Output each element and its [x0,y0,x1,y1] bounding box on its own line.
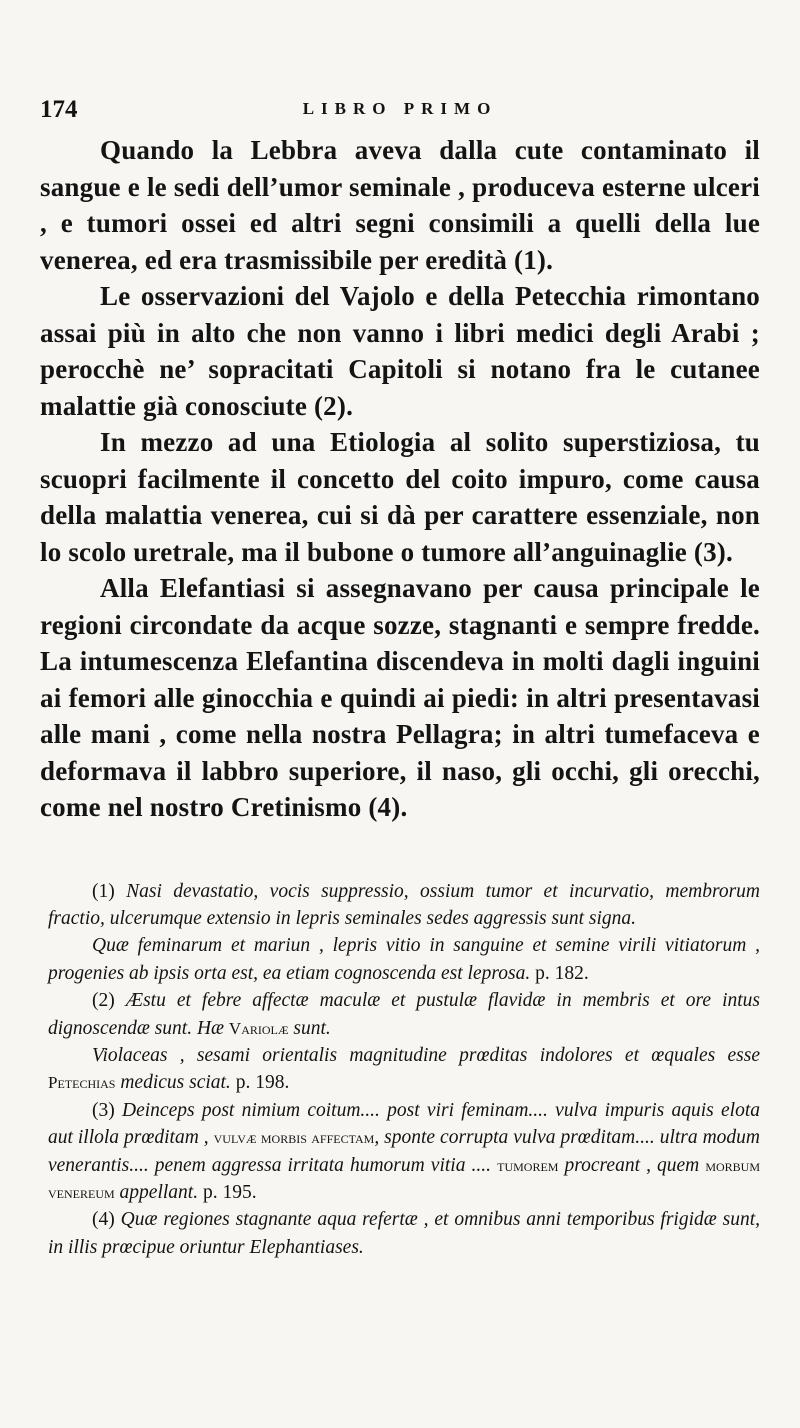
main-text [40,132,760,826]
paragraph-vajolo: Le osservazioni del Vajolo e della Petecchia rimontano assai più in alto che non vanno i libri medici degli Arabi ; perocchè ne’ sopracitati Capitoli si notano fra le cutanee malattie già conosciute (2). [40,281,760,421]
footnote-smallcaps: morbum venereum [48,1155,761,1202]
footnote-mark: (3) [92,1099,115,1121]
footnote-mark: (1) [92,880,115,902]
footnote-2-continued [48,1042,760,1097]
footnote-text: sunt. [293,1017,331,1039]
footnote-smallcaps: tumorem [497,1155,559,1175]
footnote-2 [48,987,760,1042]
footnote-text: Nasi devastatio, vocis suppressio, ossium tumor et incurvatio, membrorum fractio, ulcerumque extensio in lepris seminales sedes aggressis sunt signa. [48,880,761,929]
page-number: 174 [40,96,78,123]
footnote-mark: (2) [92,990,115,1012]
footnote-text: Deinceps post nimium coitum.... post viri feminam.... vulva impuris aquis elota aut illola prœditam , [48,1099,761,1149]
footnote-page-ref: p. 195. [202,1181,257,1203]
footnote-text: procreant , quem [564,1154,700,1176]
footnote-text: appellant. [119,1181,199,1203]
footnote-page-ref: p. 182. [535,962,589,984]
footnote-page-ref: p. 198. [235,1072,290,1094]
footnote-4 [48,1206,760,1261]
footnote-text: Quæ regiones stagnante aqua refertæ , et omnibus anni temporibus frigidæ sunt, in illis prœcipue oriuntur Elephantiases. [48,1209,761,1258]
footnotes [40,878,760,1262]
footnote-text: , sponte corrupta vulva prœditam.... ultra modum venerantis.... penem aggressa irritata humorum vitia .... [48,1127,761,1176]
footnote-smallcaps: vulvæ morbis affectam [213,1128,375,1148]
paragraph-lebbra: Quando la Lebbra aveva dalla cute contaminato il sangue e le sedi dell’umor seminale , produceva esterne ulceri , e tumori ossei ed altri segni consimili a quelli della lue venerea, ed era trasmissibile per eredità (1). [40,135,760,275]
running-head [40,96,760,132]
footnote-text: Violaceas , sesami orientalis magnitudine prœditas indolores et œquales esse [92,1044,760,1066]
paragraph-etiologia: In mezzo ad una Etiologia al solito superstiziosa, tu scuopri facilmente il concetto del coito impuro, come causa della malattia venerea, cui si dà per carattere essenziale, non lo scolo uretrale, ma il bubone o tumore all’anguinaglie (3). [40,427,760,567]
footnote-1-continued [48,932,760,987]
book-title: LIBRO PRIMO [302,99,498,118]
footnote-1 [48,878,760,933]
footnote-mark: (4) [92,1209,115,1231]
paragraph-elefantiasi: Alla Elefantiasi si assegnavano per causa principale le regioni circondate da acque sozze, stagnanti e sempre fredde. La intumescenza Elefantina discendeva in molti dagli inguini ai femori alle ginocchia e quindi ai piedi: in altri presentavasi alle mani , come nella nostra Pellagra; in altri tumefaceva e deformava il labbro superiore, il naso, gli occhi, gli orecchi, come nel nostro Cretinismo (4). [40,573,760,822]
footnote-smallcaps: Petechias [48,1073,116,1093]
footnote-text: Æstu et febre affectæ maculæ et pustulæ flavidæ in membris et ore intus dignoscendæ sunt. Hæ [48,990,760,1039]
footnote-text: Quæ feminarum et mariun , lepris vitio in sanguine et semine virili vitiatorum , progenies ab ipsis orta est, ea etiam cognoscenda est leprosa. [48,935,760,984]
footnote-text: medicus sciat. [120,1072,231,1094]
footnote-3 [48,1097,760,1207]
footnote-smallcaps: Variolæ [228,1018,289,1038]
